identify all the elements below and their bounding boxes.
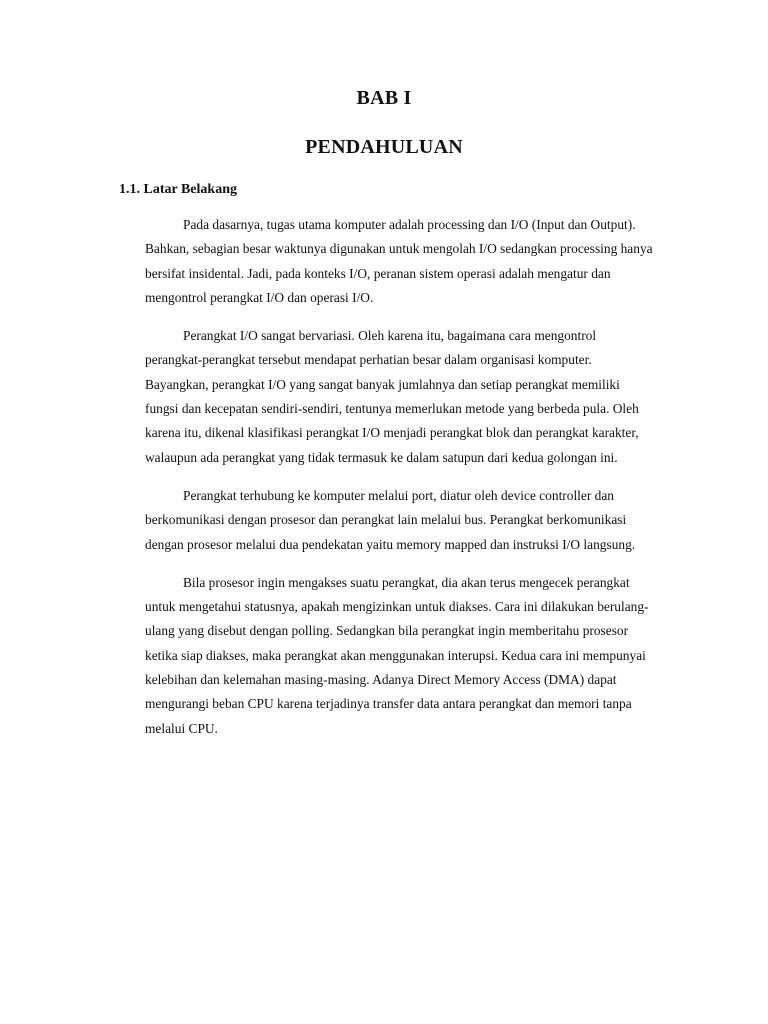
paragraph-3: Perangkat terhubung ke komputer melalui port, diatur oleh device controller dan berkomunikasi dengan prosesor dan perangkat lain melalui bus. Perangkat berkomunikasi dengan prosesor melalui dua pendekatan yaitu memory mapped dan instruksi I/O langsung.: [145, 487, 636, 552]
paragraph-2: Perangkat I/O sangat bervariasi. Oleh karena itu, bagaimana cara mengontrol perangkat-perangkat tersebut mendapat perhatian besar dalam organisasi komputer. Bayangkan, perangkat I/O yang sangat banyak jumlahnya dan setiap perangkat memiliki fungsi dan kecepatan sendiri-sendiri, tentunya memerlukan metode yang berbeda pula. Oleh karena itu, dikenal klasifikasi perangkat I/O menjadi perangkat blok dan perangkat karakter, walaupun ada perangkat yang tidak termasuk ke dalam satupun dari kedua golongan ini.: [145, 328, 639, 465]
body-text: [145, 213, 655, 755]
paragraph-4: Bila prosesor ingin mengakses suatu perangkat, dia akan terus mengecek perangkat untuk mengetahui statusnya, apakah mengizinkan untuk diakses. Cara ini dilakukan berulang-ulang yang disebut dengan polling. Sedangkan bila perangkat ingin memberitahu prosesor ketika siap diakses, maka perangkat akan menggunakan interupsi. Kedua cara ini mempunyai kelebihan dan kelemahan masing-masing. Adanya Direct Memory Access (DMA) dapat mengurangi beban CPU karena terjadinya transfer data antara perangkat dan memori tanpa melalui CPU.: [145, 574, 649, 736]
section-heading: 1.1. Latar Belakang: [119, 182, 237, 197]
chapter-title: PENDAHULUAN: [305, 136, 463, 158]
paragraph-1: Pada dasarnya, tugas utama komputer adalah processing dan I/O (Input dan Output). Bahkan, sebagian besar waktunya digunakan untuk mengolah I/O sedangkan processing hanya bersifat insidental. Jadi, pada konteks I/O, peranan sistem operasi adalah mengatur dan mengontrol perangkat I/O dan operasi I/O.: [145, 217, 653, 305]
chapter-number: BAB I: [356, 87, 412, 109]
